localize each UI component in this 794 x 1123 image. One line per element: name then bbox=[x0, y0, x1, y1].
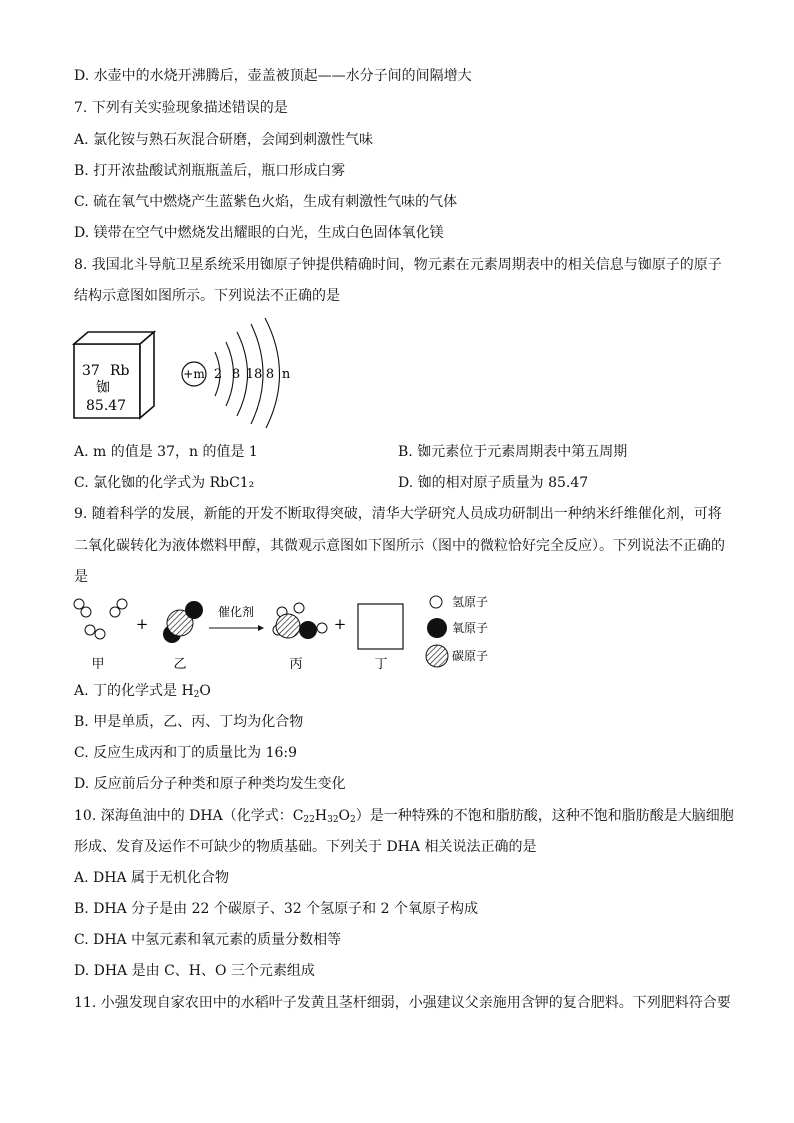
plus-sign-2: + bbox=[333, 615, 347, 633]
atomic-mass: 85.47 bbox=[86, 398, 127, 414]
q9-option-c: C. 反应生成丙和丁的质量比为 16:9 bbox=[74, 745, 298, 761]
carbon-legend-icon bbox=[426, 645, 448, 667]
q9-stem-line3: 是 bbox=[74, 569, 88, 585]
q8-stem-line1: 8. 我国北斗导航卫星系统采用铷原子钟提供精确时间，物元素在元素周期表中的相关信息与铷原子的原子 bbox=[74, 257, 722, 273]
label-jia: 甲 bbox=[91, 657, 105, 672]
atomic-number: 37 bbox=[82, 363, 100, 379]
q8-option-c: C. 氯化铷的化学式为 RbC1₂ bbox=[74, 475, 255, 491]
q9-stem-line2: 二氧化碳转化为液体燃料甲醇，其微观示意图如下图所示（图中的微粒恰好完全反应）。下列说法不正确的 bbox=[74, 538, 725, 554]
formula-sub-o: 2 bbox=[350, 815, 356, 825]
nucleus-charge: +m bbox=[183, 367, 205, 381]
shell-electrons-1: 2 bbox=[213, 367, 223, 382]
atom-legend bbox=[426, 595, 488, 667]
shell-electrons-2: 8 bbox=[231, 367, 241, 382]
q7-option-a: A. 氯化铵与熟石灰混合研磨，会闻到刺激性气味 bbox=[74, 132, 374, 148]
legend-carbon: 碳原子 bbox=[452, 649, 489, 663]
product-bing-methanol bbox=[273, 603, 327, 639]
shell-electrons-3: 18 bbox=[245, 367, 263, 382]
legend-hydrogen: 氢原子 bbox=[452, 595, 489, 609]
q10-stem-line2: 形成、发育及运作不可缺少的物质基础。下列关于 DHA 相关说法正确的是 bbox=[74, 839, 537, 855]
formula-o: O bbox=[338, 808, 351, 824]
q9-stem-line1: 9. 随着科学的发展，新能的开发不断取得突破，清华大学研究人员成功研制出一种纳米纤维催化剂，可将 bbox=[74, 506, 722, 522]
legend-oxygen: 氧原子 bbox=[452, 621, 489, 635]
reactant-yi-carbon-dioxide bbox=[163, 601, 203, 643]
q9-option-d: D. 反应前后分子种类和原子种类均发生变化 bbox=[74, 776, 346, 792]
label-ding: 丁 bbox=[374, 657, 388, 672]
q11-stem-line1: 11. 小强发现自家农田中的水稻叶子发黄且茎杆细弱，小强建议父亲施用含钾的复合肥料。下列肥料符合要 bbox=[74, 995, 731, 1011]
q10-stem-prefix: 10. 深海鱼油中的 DHA（化学式：C bbox=[74, 808, 304, 824]
q10-option-b: B. DHA 分子是由 22 个碳原子、32 个氢原子和 2 个氧原子构成 bbox=[74, 901, 478, 917]
q9-option-b: B. 甲是单质，乙、丙、丁均为化合物 bbox=[74, 714, 304, 730]
q10-stem-line1 bbox=[74, 807, 734, 825]
product-ding-box bbox=[358, 604, 403, 649]
element-symbol: Rb bbox=[110, 363, 130, 379]
catalyst-label: 催化剂 bbox=[217, 605, 255, 619]
periodic-table-cell bbox=[74, 332, 154, 418]
q10-stem-suffix: ）是一种特殊的不饱和脂肪酸，这种不饱和脂肪酸是大脑细胞 bbox=[355, 808, 734, 824]
q10-option-a: A. DHA 属于无机化合物 bbox=[74, 870, 230, 886]
reaction-micro-diagram bbox=[68, 590, 508, 674]
label-bing: 丙 bbox=[289, 657, 303, 672]
reactant-jia-hydrogen bbox=[74, 599, 127, 639]
q9-option-a-text: A. 丁的化学式是 H bbox=[74, 683, 194, 699]
q6-option-d: D. 水壶中的水烧开沸腾后，壶盖被顶起——水分子间的间隔增大 bbox=[74, 68, 472, 84]
formula-sub-c: 22 bbox=[303, 815, 315, 825]
q9-option-a-suffix: O bbox=[199, 683, 211, 699]
q8-option-a: A. m 的值是 37，n 的值是 1 bbox=[74, 444, 258, 460]
q8-stem-line2: 结构示意图如图所示。下列说法不正确的是 bbox=[74, 288, 340, 304]
rubidium-figure bbox=[70, 316, 310, 428]
hydrogen-legend-icon bbox=[430, 596, 442, 608]
q9-option-a bbox=[74, 682, 211, 700]
q8-option-b: B. 铷元素位于元素周期表中第五周期 bbox=[398, 444, 628, 460]
element-name: 铷 bbox=[96, 380, 110, 396]
formula-h: H bbox=[314, 808, 328, 824]
formula-sub-h: 32 bbox=[327, 815, 339, 825]
q10-option-d: D. DHA 是由 C、H、O 三个元素组成 bbox=[74, 963, 315, 979]
atom-structure-diagram bbox=[182, 318, 291, 428]
arrow-head bbox=[258, 625, 264, 631]
plus-sign-1: + bbox=[135, 615, 149, 633]
q9-option-a-subscript: 2 bbox=[193, 690, 200, 700]
shell-electrons-4: 8 bbox=[265, 367, 275, 382]
q7-option-b: B. 打开浓盐酸试剂瓶瓶盖后，瓶口形成白雾 bbox=[74, 163, 346, 179]
q10-option-c: C. DHA 中氢元素和氧元素的质量分数相等 bbox=[74, 932, 342, 948]
q7-option-d: D. 镁带在空气中燃烧发出耀眼的白光，生成白色固体氧化镁 bbox=[74, 225, 444, 241]
q8-option-d: D. 铷的相对原子质量为 85.47 bbox=[398, 475, 589, 491]
shell-electrons-5: n bbox=[281, 367, 291, 382]
label-yi: 乙 bbox=[173, 657, 187, 672]
q7-stem: 7. 下列有关实验现象描述错误的是 bbox=[74, 100, 288, 116]
q7-option-c: C. 硫在氧气中燃烧产生蓝紫色火焰，生成有刺激性气味的气体 bbox=[74, 194, 458, 210]
oxygen-legend-icon bbox=[427, 618, 447, 638]
